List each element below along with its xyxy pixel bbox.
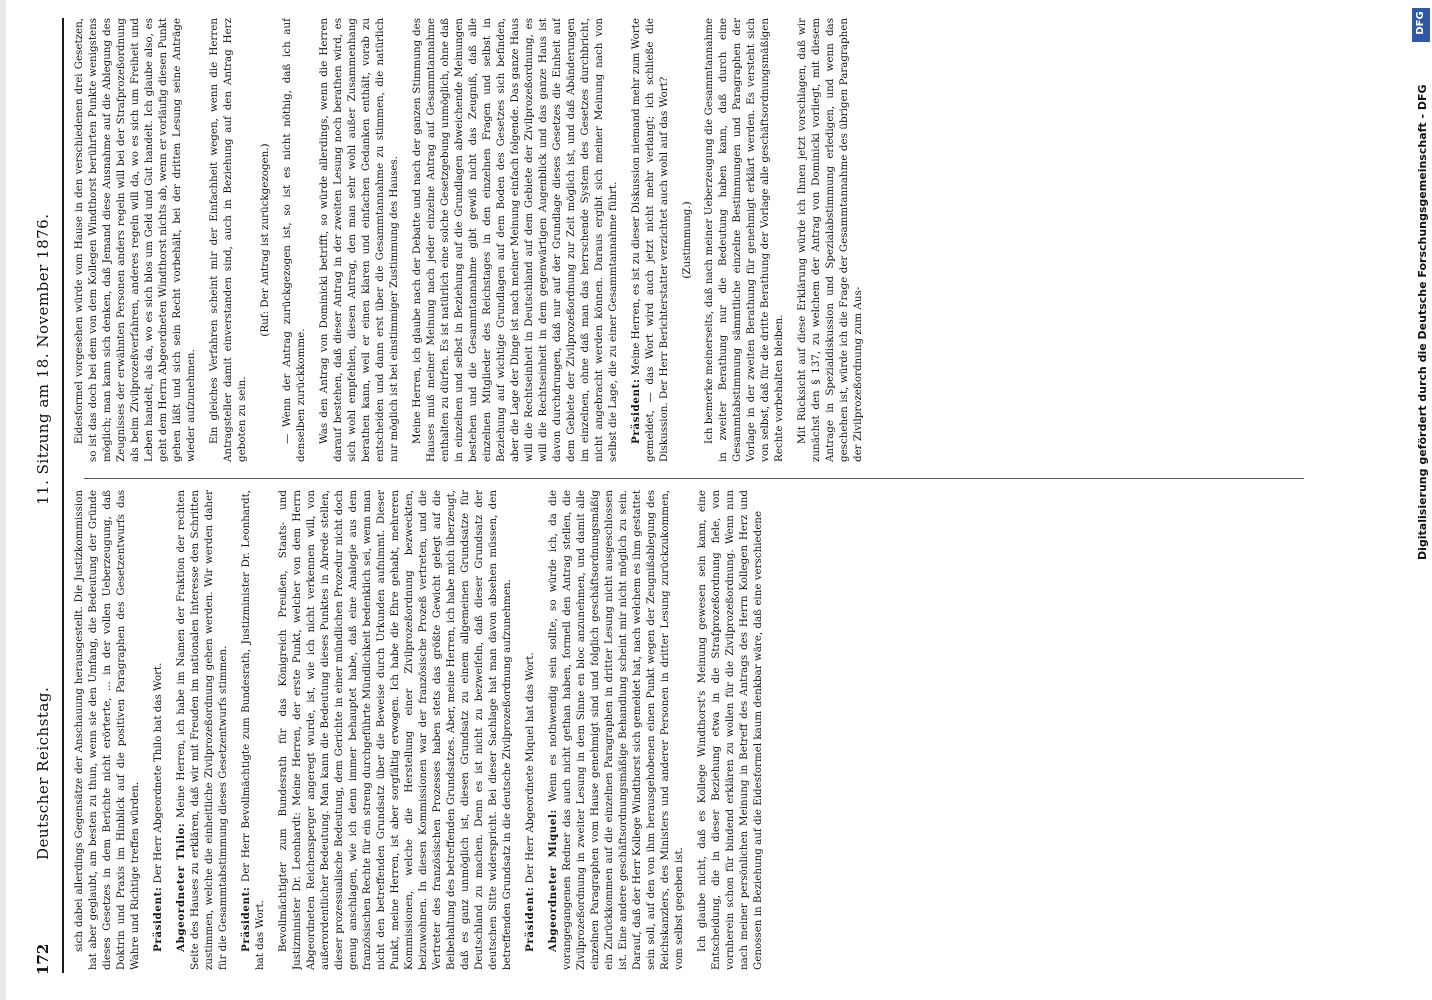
paragraph: Ein gleiches Verfahren scheint mir der Einfachheit wegen, wenn die Herren Antragsteller damit einverstanden sind, auch in Beziehung auf den Antrag Herz geboten zu sein. [208, 18, 248, 462]
paragraph [629, 18, 671, 462]
paragraph [523, 490, 537, 970]
text-column-left [72, 490, 1307, 970]
interjection: (Ruf: Der Antrag ist zurückgezogen.) [259, 143, 271, 337]
paragraph: Bevollmächtigter zum Bundesrath für das Königreich Preußen, Staats- und Justizminister Dr. Leonhardt: Meine Herren, der erste Punkt, welcher von dem Herrn Abgeordneten Reichensperger angeregt wurde, ist, wie ich nicht verkennen will, von außerordentlicher Bedeutung. Man kann die Bedeutung dieses Punktes in Abrede stellen, dieser prozessualische Bedeutung, dem Gerichte in einer mündlichen Prozedur nicht doch genug anschlagen, wie ich denn immer behauptet habe, daß eine Analogie aus dem französischen Rechte für ein streng durchgeführte Mündlichkeit bedenklich sei, wenn man nicht den betreffenden Grundsatz über die Beweise durch Urkunden aufnimmt. Dieser Punkt, meine Herren, ist aber sorgfältig erwogen. Ich habe die Ehre gehabt, mehreren Kommissionen, welche die Herstellung einer Zivilprozeßordnung bezweckten, beizuwohnen. In diesen Kommissionen war der französische Prozeß vertreten, und die Vertreter des französischen Prozesses haben stets das größte Gewicht gelegt auf die Beibehaltung des betreffenden Grundsatzes. Aber, meine Herren, ich habe mich überzeugt, daß es ganz unmöglich ist, diesen Grundsatz zu einem allgemeinen Grundsatze für Deutschland zu machen. Denn es ist nicht zu bezweifeln, daß dieser Grundsatz der deutschen Sitte widerspricht. Bei dieser Sachlage hat man davon absehen müssen, den betreffenden Grundsatz in die deutsche Zivilprozeßordnung aufzunehmen. [277, 490, 513, 970]
speech-text: Wenn es nothwendig sein sollte, so würde ich, da die vorangegangenen Redner das auch nicht gethan haben, formell den Antrag stellen, die Zivilprozeßordnung in zweiter Lesung in dem Sinne en bloc anzunehmen, und damit alle einzelnen Paragraphen vom Hause genehmigt sind und folglich geschäftsordnungsmäßig ein Zurückkommen auf die einzelnen Paragraphen in dritter Lesung nicht ausgeschlossen ist. Eine andere geschäftsordnungsmäßige Behandlung scheint mir nicht möglich zu sein. Darauf, daß der Herr Kollege Windthorst sich gemeldet hat, nach welchem es ihm gestattet sein soll, auf den von ihm herausgehobenen einen Punkt wegen der Zeugnißablegung des Reichskanzlers, des Ministers und anderer Personen in dritter Lesung zurückzukommen, vom selbst gegeben ist. [547, 490, 685, 970]
paragraph: Eidesformel vorgesehen würde vom Hause in den verschiedenen drei Gesetzen, so ist das doch bei dem von dem Kollegen Windthorst berührten Punkte wenigstens möglich; man kann sich denken, daß Jemand diese Ausnahme auf die Ablegung des Zeugnisses der erwähnten Personen anders regeln will bei der Strafprozeßordnung als beim Zivilprozeßverfahren, anderes regeln will da, wo es sich um Freiheit und Leben handelt, als da, wo es sich blos um Geld und Gut handelt. Ich glaube also, es geht dem Herrn Abgeordneten Windthorst nichts ab, wenn er vorläufig diesen Punkt gehen läßt und sich sein Recht vorbehält, bei der dritten Lesung seine Anträge wieder aufzunehmen. [73, 18, 197, 462]
text-column-right [72, 18, 1307, 462]
interjection: (Zustimmung.) [681, 201, 693, 279]
paragraph [151, 490, 165, 970]
dfg-logo-text: DFG [1415, 11, 1426, 35]
speaker-label: Präsident: [524, 886, 536, 952]
paragraph: Was den Antrag von Dominicki betrifft, so würde allerdings, wenn die Herren darauf bestehen, daß dieser Antrag in der zweiten Lesung noch berathen wird, es sich wohl empfehlen, diesen Antrag, den man sehr wohl außer Zusammenhang berathen kann, weil er einen klaren und einfachen Gedanken enthält, vorab zu entscheiden und dann erst über die Gesammtannahme zu stimmen, die natürlich nur möglich ist bei einstimmiger Zustimmung des Hauses. [318, 18, 400, 462]
paragraph: Meine Herren, ich glaube nach der Debatte und nach der ganzen Stimmung des Hauses muß meiner Meinung nach jeder einzelne Antrag auf Gesammtannahme enthalten zu dürfen. Es ist natürlich eine solche Gesetzgebung unmöglich, ohne daß in einzelnen und selbst in Beziehung auf die Grundlagen abweichende Meinungen bestehen und die Gesammtannahme gibt gewiß nicht das Zeugniß, daß alle einzelnen Mitglieder des Reichstages in den einzelnen Fragen und selbst in Beziehung auf wichtige Grundlagen auf dem Boden des Gesetzes sich befinden, aber die Lage der Dinge ist nach meiner Meinung einfach folgende. Das ganze Haus will die Rechtseinheit in Deutschland auf dem Gebiete der Zivilprozeßordnung, es will die Rechtseinheit in dem gegenwärtigen Augenblick und das ganze Haus ist davon durchdrungen, daß nur auf der Grundlage dieses Gesetzes die Einheit auf dem Gebiete der Zivilprozeßordnung zur Zeit möglich ist, und daß Abänderungen im einzelnen, ohne daß man das herrschende System des Gesetzes durchbricht, nicht angebracht werden können. Daraus ergibt sich meiner Meinung nach von selbst die Lage, die zu einer Gesammtannahme führt. [411, 18, 619, 462]
speaker-label: Präsident: [240, 886, 252, 952]
session-title: 11. Sitzung am 18. November 1876. [34, 213, 52, 505]
paragraph: Ich glaube nicht, daß es Kollege Windthorst's Meinung gewesen sein kann, eine Entscheidung, die in dieser Beziehung etwa in die Strafprozeßordnung fiele, von vornherein schon für bindend erklären zu wollen für die Zivilprozeßordnung. Wenn nun nach meiner persönlichen Meinung in Betreff des Antrags des Herrn Kollegen Herz und Genossen in Beziehung auf die Eidesformel kaum denkbar wäre, daß eine verschiedene [696, 490, 764, 970]
speaker-label: Abgeordneter Miquel: [547, 809, 559, 952]
column-divider [84, 478, 1304, 479]
paragraph: Mit Rücksicht auf diese Erklärung würde ich Ihnen jetzt vorschlagen, daß wir zunächst den § 137, zu welchem der Antrag von Dominicki vorliegt, mit diesem Antrage in Spezialdiskussion und Spezialabstimmung erledigen, und wenn das geschehen ist, würde ich die Frage der Gesammtannahme des übrigen Paragraphen der Zivilprozeßordnung zum Aus- [796, 18, 864, 462]
running-title: Deutscher Reichstag. [34, 686, 52, 860]
page-edge [0, 0, 6, 1000]
speech-text: Der Herr Abgeordnete Miquel hat das Wort. [524, 652, 536, 884]
paragraph [546, 490, 686, 970]
paragraph: sich dabei allerdings Gegensätze der Anschauung herausgestellt. Die Justizkommission hat aber geglaubt, am besten zu thun, wenn sie den Umfang, die Bedeutung der Gründe dieses Gesetzes in dem Berichte nicht erörterte, ... in der vollen Ueberzeugung, daß Doktrin und Praxis im Hinblick auf die positiven Paragraphen des Gesetzentwurfs das Wahre und Richtige treffen würden. [73, 490, 141, 970]
speech-text: Der Herr Bevollmächtigte zum Bundesrath, Justizminister Dr. Leonhardt, hat das Wort. [240, 490, 266, 970]
speech-text: Der Herr Abgeordnete Thilo hat das Wort. [152, 662, 164, 884]
speech-text: Meine Herren, es ist zu dieser Diskussion niemand mehr zum Worte gemeldet, — das Wort wird auch jetzt nicht mehr verlangt; ich schließe die Diskussion. Der Herr Berichterstatter verzichtet auch wohl auf das Wort? [630, 18, 670, 462]
digitization-credit: Digitalisierung gefördert durch die Deutsche Forschungsgemeinschaft - DFG [1416, 84, 1429, 560]
speaker-label: Präsident: [630, 378, 642, 444]
paragraph [174, 490, 230, 970]
paragraph: Ich bemerke meinerseits, daß nach meiner Ueberzeugung die Gesammtannahme in zweiter Berathung nur die Bedeutung haben kann, daß durch eine Gesammtabstimmung sämmtliche einzelne Bestimmungen und Paragraphen der Vorlage in der zweiten Berathung für genehmigt erklärt werden. Es versteht sich von selbst, daß für die dritte Berathung der Vorlage alle geschäftsordnungsmäßigen Rechte vorbehalten bleiben. [703, 18, 785, 462]
page-number: 172 [34, 943, 52, 975]
paragraph: — Wenn der Antrag zurückgezogen ist, so ist es nicht nöthig, daß ich auf denselben zurückkomme. [281, 18, 307, 462]
speaker-label: Abgeordneter Thilo: [175, 822, 187, 952]
speech-text: Meine Herren, ich habe im Namen der Fraktion der rechten Seite des Hauses zu erklären, daß wir mit Freuden im nationalen Interesse den Schritten zustimmen, welche die einheitliche Zivilprozeßordnung gehen werden. Wir werden daher für die Gesammtabstimmung dieses Gesetzentwurfs stimmen. [175, 490, 229, 970]
speaker-label: Präsident: [152, 886, 164, 952]
running-header [28, 20, 58, 975]
paragraph [239, 490, 267, 970]
header-rule [62, 18, 64, 973]
